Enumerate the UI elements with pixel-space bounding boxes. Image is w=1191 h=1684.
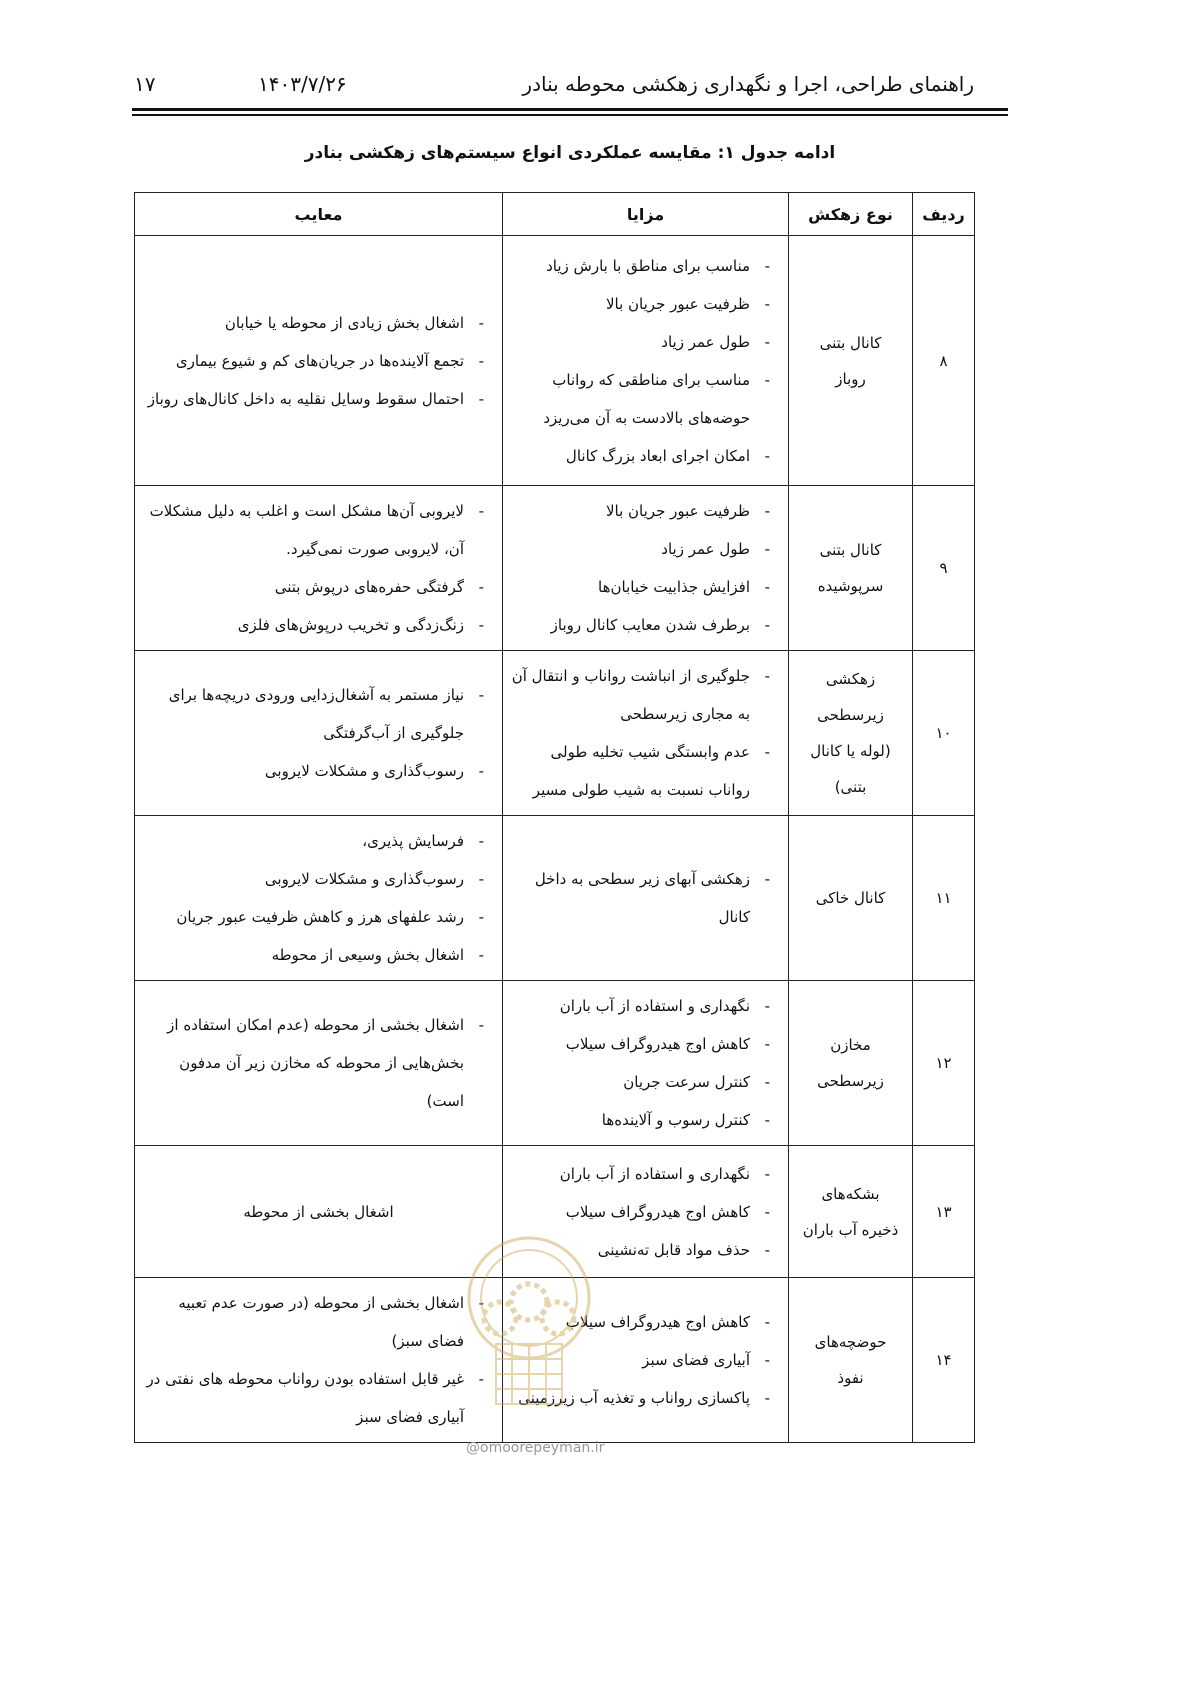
disadvantage-item: - اشغال بخشی از محوطه (در صورت عدم تعبیه فضای سبز) [143, 1284, 490, 1360]
disadvantages-list [143, 304, 490, 418]
disadvantages-list [143, 1006, 490, 1120]
disadvantage-item: - اشغال بخشی از محوطه (عدم امکان استفاده از بخش‌هایی از محوطه که مخازن زیر آن مدفون است) [143, 1006, 490, 1120]
advantages-list [511, 492, 776, 644]
disadvantages-cell [135, 816, 503, 981]
row-number: ۱۳ [913, 1146, 975, 1278]
advantage-item: - طول عمر زیاد [511, 530, 776, 568]
advantage-item: - طول عمر زیاد [511, 323, 776, 361]
row-number: ۸ [913, 236, 975, 486]
page-number: ۱۷ [134, 72, 156, 96]
drain-type-line: روباز [835, 369, 866, 388]
advantage-item: - مناسب برای مناطقی که رواناب حوضه‌های بالادست به آن می‌ریزد [511, 361, 776, 437]
disadvantage-item: - اشغال بخش زیادی از محوطه یا خیابان [143, 304, 490, 342]
drain-type-cell [789, 1146, 913, 1278]
running-header-title: راهنمای طراحی، اجرا و نگهداری زهکشی محوطه بنادر [522, 72, 974, 96]
advantages-cell [503, 486, 789, 651]
advantage-item: - کاهش اوج هیدروگراف سیلاب [511, 1193, 776, 1231]
disadvantage-item: - رسوب‌گذاری و مشکلات لایروبی [143, 752, 490, 790]
drain-type-cell [789, 1278, 913, 1443]
advantage-item: - کنترل سرعت جریان [511, 1063, 776, 1101]
disadvantage-item: - زنگ‌زدگی و تخریب درپوش‌های فلزی [143, 606, 490, 644]
row-number: ۹ [913, 486, 975, 651]
drain-type-line: سرپوشیده [817, 577, 884, 595]
drain-type-line: بتنی) [834, 778, 867, 796]
table-row [135, 981, 975, 1146]
advantage-item: - برطرف شدن معایب کانال روباز [511, 606, 776, 644]
drain-type-cell [789, 236, 913, 486]
disadvantage-item: - فرسایش پذیری، [143, 822, 490, 860]
disadvantages-cell [135, 1278, 503, 1443]
advantage-item: - آبیاری فضای سبز [511, 1341, 776, 1379]
advantage-item: - جلوگیری از انباشت رواناب و انتقال آن به مجاری زیرسطحی [511, 657, 776, 733]
advantage-item: - کنترل رسوب و آلاینده‌ها [511, 1101, 776, 1139]
advantage-item: - کاهش اوج هیدروگراف سیلاب [511, 1025, 776, 1063]
advantage-item: - ظرفیت عبور جریان بالا [511, 492, 776, 530]
drain-type-cell [789, 981, 913, 1146]
advantages-cell [503, 981, 789, 1146]
advantage-item: - نگهداری و استفاده از آب باران [511, 1155, 776, 1193]
header-advantages: مزایا [503, 193, 789, 236]
advantage-item: - نگهداری و استفاده از آب باران [511, 987, 776, 1025]
header-rule-thick [132, 108, 1008, 111]
table-caption: ادامه جدول ۱: مقایسه عملکردی انواع سیستم‌های زهکشی بنادر [304, 143, 836, 163]
advantage-item: - کاهش اوج هیدروگراف سیلاب [511, 1303, 776, 1341]
disadvantages-cell [135, 651, 503, 816]
drain-type-line: (لوله یا کانال [810, 742, 891, 760]
disadvantage-item: - تجمع آلاینده‌ها در جریان‌های کم و شیوع بیماری [143, 342, 490, 380]
row-number: ۱۱ [913, 816, 975, 981]
watermark-url: @omoorepeyman.ir [466, 1440, 605, 1456]
disadvantages-cell [135, 236, 503, 486]
advantage-item: - مناسب برای مناطق با بارش زیاد [511, 247, 776, 285]
advantages-cell [503, 816, 789, 981]
drain-type-line: زیرسطحی [817, 1072, 884, 1090]
disadvantage-item: - رسوب‌گذاری و مشکلات لایروبی [143, 860, 490, 898]
drain-type-line: نفوذ [837, 1369, 864, 1387]
drain-type-cell [789, 651, 913, 816]
disadvantages-list [143, 822, 490, 974]
header-disadvantages: معایب [135, 193, 503, 236]
advantage-item: - زهکشی آبهای زیر سطحی به داخل کانال [511, 860, 776, 936]
drain-type-line: حوضچه‌های [814, 1333, 887, 1351]
disadvantages-list [143, 1284, 490, 1436]
disadvantage-item: - اشغال بخش وسیعی از محوطه [143, 936, 490, 974]
disadvantage-item: - غیر قابل استفاده بودن رواناب محوطه های نفتی در آبیاری فضای سبز [143, 1360, 490, 1436]
advantage-item: - امکان اجرای ابعاد بزرگ کانال [511, 437, 776, 475]
drain-type-line: زیرسطحی [817, 706, 884, 724]
disadvantages-list [143, 676, 490, 790]
disadvantages-cell [135, 981, 503, 1146]
disadvantage-item: - گرفتگی حفره‌های درپوش بتنی [143, 568, 490, 606]
table-row [135, 651, 975, 816]
drain-type-cell [789, 816, 913, 981]
disadvantage-item: - رشد علفهای هرز و کاهش ظرفیت عبور جریان [143, 898, 490, 936]
advantage-item: - ظرفیت عبور جریان بالا [511, 285, 776, 323]
header-drain-type: نوع زهکش [789, 193, 913, 236]
drain-type-line: بشکه‌های [821, 1184, 880, 1203]
disadvantage-item: - لایروبی آن‌ها مشکل است و اغلب به دلیل مشکلات آن، لایروبی صورت نمی‌گیرد. [143, 492, 490, 568]
table-row [135, 486, 975, 651]
disadvantage-item: - نیاز مستمر به آشغال‌زدایی ورودی دریچه‌ها برای جلوگیری از آب‌گرفتگی [143, 676, 490, 752]
advantages-list [511, 247, 776, 475]
row-number: ۱۰ [913, 651, 975, 816]
watermark-seal [452, 1232, 606, 1418]
row-number: ۱۲ [913, 981, 975, 1146]
disadvantages-list [143, 492, 490, 644]
disadvantages-cell [135, 486, 503, 651]
drain-type-line: ذخیره آب باران [802, 1220, 899, 1239]
drain-type-line: کانال بتنی [819, 541, 882, 559]
table-row [135, 236, 975, 486]
row-number: ۱۴ [913, 1278, 975, 1443]
drain-type-line: کانال بتنی [819, 333, 882, 352]
advantages-cell [503, 651, 789, 816]
header-rule-thin [132, 114, 1008, 116]
advantages-list [511, 987, 776, 1139]
drain-type-line: کانال خاکی [815, 889, 886, 907]
drain-type-line: مخازن [830, 1036, 871, 1054]
disadvantage-text: اشغال بخشی از محوطه [243, 1202, 394, 1221]
drain-type-line: زهکشی [825, 670, 876, 688]
header-row-number: ردیف [913, 193, 975, 236]
advantages-cell [503, 236, 789, 486]
advantage-item: - حذف مواد قابل ته‌نشینی [511, 1231, 776, 1269]
drain-type-cell [789, 486, 913, 651]
table-row [135, 816, 975, 981]
disadvantage-item: - احتمال سقوط وسایل نقلیه به داخل کانال‌های روباز [143, 380, 490, 418]
table-header-row [135, 193, 975, 236]
advantage-item: - پاکسازی رواناب و تغذیه آب زیرزمینی [511, 1379, 776, 1417]
advantage-item: - عدم وابستگی شیب تخلیه طولی رواناب نسبت به شیب طولی مسیر [511, 733, 776, 809]
advantages-list [511, 657, 776, 809]
disadvantages-cell [135, 1146, 503, 1278]
advantage-item: - افزایش جذابیت خیابان‌ها [511, 568, 776, 606]
header-date: ۱۴۰۳/۷/۲۶ [258, 72, 347, 96]
advantages-list [511, 860, 776, 936]
